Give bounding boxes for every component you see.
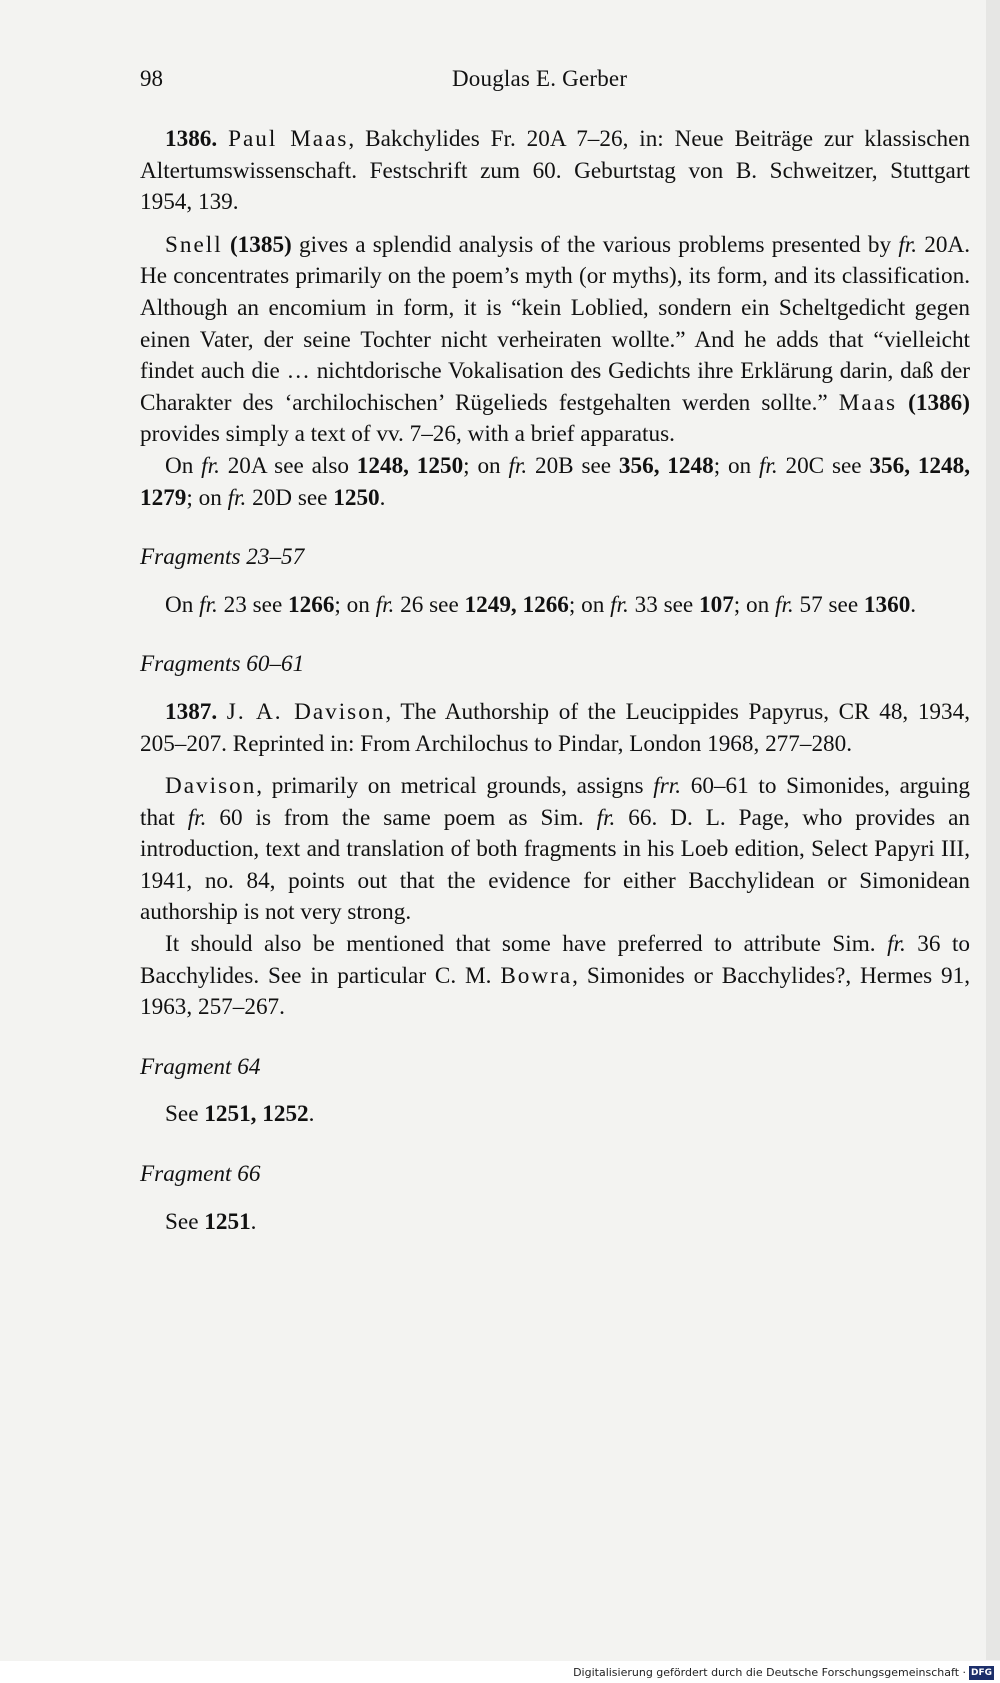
text-run: gives a splendid analysis of the various problems presented by bbox=[291, 231, 899, 258]
entry-text: , The Authorship of the Leucippides Papyrus, CR 48, 1934, 205–207. Reprinted in: From Archilochus to Pindar, London 1968, 277–280. bbox=[140, 698, 971, 757]
cross-reference: 356, 1248, 1279 bbox=[140, 452, 970, 511]
text-run: ; on bbox=[733, 591, 776, 618]
cross-reference: 356, 1248 bbox=[618, 452, 714, 479]
digitization-footer bbox=[0, 1661, 1000, 1683]
text-run: 26 see bbox=[394, 591, 465, 618]
cross-reference: 1251, 1252 bbox=[204, 1101, 309, 1128]
cross-reference: (1386) bbox=[908, 389, 970, 416]
text-run: provides simply a text of vv. 7–26, with a brief apparatus. bbox=[140, 421, 675, 448]
author-name: Bowra bbox=[500, 962, 573, 989]
text-run: ; on bbox=[186, 484, 228, 511]
funding-notice: Digitalisierung gefördert durch die Deutsche Forschungsgemeinschaft · bbox=[573, 1666, 966, 1679]
abbrev-fr: fr. bbox=[187, 804, 207, 831]
section-heading-fragments-23-57: Fragments 23–57 bbox=[140, 544, 305, 571]
paragraph-fragment-66 bbox=[140, 1207, 970, 1239]
bibliography-entry-1386 bbox=[140, 124, 970, 219]
text-run: 23 see bbox=[217, 591, 289, 618]
text-run: 66. D. L. Page, who provides an introduction, text and translation of both fragments in his Loeb edition, Select Papyri III, 1941, no. 84, points out that the evidence for either Bacchylidean or Simonidean authorship is not very strong. bbox=[140, 804, 970, 926]
text-run: See bbox=[165, 1101, 205, 1128]
text-run: ; on bbox=[713, 452, 759, 479]
text-run: It should also be mentioned that some have preferred to attribute Sim. bbox=[165, 931, 888, 958]
cross-reference: 1360 bbox=[863, 591, 911, 618]
text-run: 20A. He concentrates primarily on the poem’s myth (or myths), its form, and its classification. Although an encomium in form, it is “kein Loblied, sondern ein Scheltgedicht gegen einen Vater, der seine Tochter nicht verheiraten wollte.” And he adds that “vielleicht findet auch die … nichtdorische Vokalisation des Gedichts ihre Erklärung darin, daß der Charakter des ‘archilochischen’ Rügelieds festgehalten werden sollte.” bbox=[140, 231, 971, 416]
cross-reference: 107 bbox=[699, 591, 734, 618]
abbrev-fr: fr. bbox=[508, 452, 528, 479]
text-run: ; on bbox=[463, 452, 509, 479]
cross-reference: 1249, 1266 bbox=[464, 591, 569, 618]
text-run: 20A see also bbox=[219, 452, 357, 479]
author-name: Maas bbox=[838, 389, 898, 416]
text-run: ; on bbox=[568, 591, 611, 618]
text-run: On bbox=[165, 591, 200, 618]
abbrev-fr: fr. bbox=[758, 452, 778, 479]
bibliography-entry-1387 bbox=[140, 697, 970, 760]
text-run: ; on bbox=[334, 591, 376, 618]
text-run: 33 see bbox=[628, 591, 699, 618]
text-run: . bbox=[379, 484, 386, 511]
entry-number: 1387. bbox=[165, 698, 218, 725]
page-number: 98 bbox=[140, 66, 163, 91]
entry-number: 1386. bbox=[165, 126, 218, 152]
text-run: . bbox=[910, 591, 917, 618]
text-run: . bbox=[250, 1208, 257, 1235]
entry-author: J. A. Davison bbox=[226, 698, 386, 725]
text-run: 20B see bbox=[527, 452, 619, 479]
paragraph-davison bbox=[140, 771, 970, 929]
text-run: . bbox=[308, 1101, 315, 1128]
entry-text: , Bakchylides Fr. 20A 7–26, in: Neue Beiträge zur klassischen Altertumswissenschaft. Festschrift zum 60. Geburtstag von B. Schweitzer, Stuttgart 1954, 139. bbox=[140, 126, 971, 216]
author-name: Davison bbox=[165, 773, 257, 800]
entry-author: Paul Maas bbox=[228, 126, 349, 152]
cross-reference: 1266 bbox=[288, 591, 335, 618]
text-run: , primarily on metrical grounds, assigns bbox=[256, 773, 654, 800]
text-run: 36 to Bacchylides. See in particular C. M. bbox=[140, 931, 970, 989]
paragraph-snell bbox=[140, 230, 970, 451]
paragraph-fragment-64 bbox=[140, 1099, 970, 1131]
page-header bbox=[140, 66, 906, 96]
author-name: Snell bbox=[165, 231, 223, 258]
cross-reference: 1251 bbox=[204, 1208, 251, 1235]
running-head: Douglas E. Gerber bbox=[452, 66, 628, 91]
abbrev-fr: fr. bbox=[775, 591, 794, 618]
text-run: , Simonides or Bacchylides?, Hermes 91, 1963, 257–267. bbox=[140, 962, 970, 1021]
page-body bbox=[140, 124, 970, 1238]
abbrev-fr: fr. bbox=[610, 591, 629, 618]
paragraph-fragments-23-57 bbox=[140, 590, 970, 622]
text-run: 57 see bbox=[793, 591, 864, 618]
abbrev-fr: fr. bbox=[201, 452, 220, 479]
dfg-logo: DFG bbox=[970, 1668, 992, 1678]
section-heading-fragment-64: Fragment 64 bbox=[140, 1053, 261, 1080]
text-run: 20C see bbox=[777, 452, 870, 479]
cross-reference: 1250 bbox=[333, 484, 380, 511]
paragraph-attribution bbox=[140, 929, 970, 1024]
abbrev-frr: frr. bbox=[653, 773, 682, 800]
text-run: 60–61 to Simonides, arguing that bbox=[140, 773, 970, 831]
abbrev-fr: fr. bbox=[227, 484, 247, 511]
abbrev-fr: fr. bbox=[596, 804, 616, 831]
abbrev-fr: fr. bbox=[375, 591, 395, 618]
abbrev-fr: fr. bbox=[898, 231, 918, 258]
cross-reference: 1248, 1250 bbox=[356, 452, 464, 479]
text-run: 60 is from the same poem as Sim. bbox=[206, 804, 597, 831]
text-run: See bbox=[165, 1208, 205, 1235]
abbrev-fr: fr. bbox=[199, 591, 218, 618]
text-run: 20D see bbox=[246, 484, 334, 511]
page-edge-strip bbox=[986, 0, 1000, 1660]
cross-reference: (1385) bbox=[229, 231, 292, 258]
section-heading-fragments-60-61: Fragments 60–61 bbox=[140, 651, 305, 678]
text-run: On bbox=[165, 452, 202, 479]
abbrev-fr: fr. bbox=[887, 931, 906, 958]
paragraph-fragment-20 bbox=[140, 451, 970, 514]
section-heading-fragment-66: Fragment 66 bbox=[140, 1161, 261, 1188]
